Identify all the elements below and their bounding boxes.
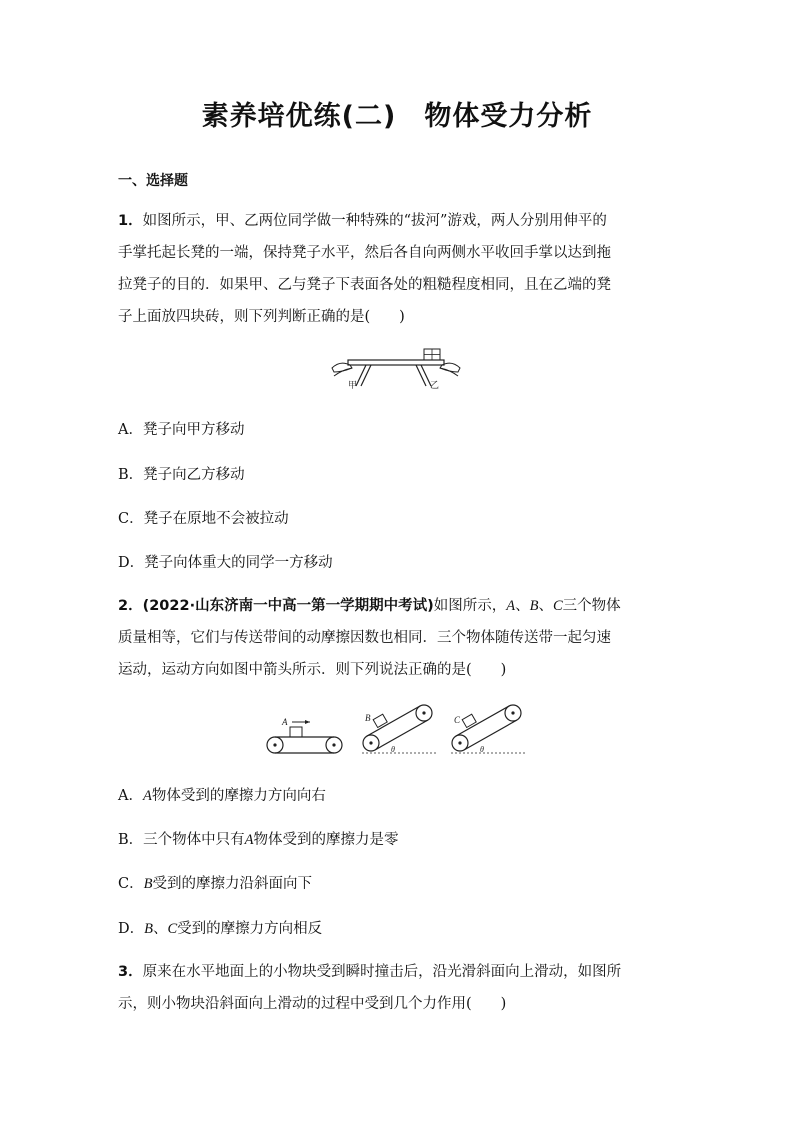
bench-label-yi: 乙 — [430, 381, 440, 391]
question-1-line-3: 拉凳子的目的．如果甲、乙与凳子下表面各处的粗糙程度相同，且在乙端的凳 — [118, 277, 611, 293]
question-3-line-2: 示，则小物块沿斜面向上滑动的过程中受到几个力作用( ) — [118, 996, 507, 1012]
title-main: 素养培优练(二) — [201, 101, 397, 132]
question-1 — [118, 205, 678, 333]
q1-option-d[interactable]: D．凳子向体重大的同学一方移动 — [118, 555, 333, 571]
q2-option-c[interactable]: C．B受到的摩擦力沿斜面向下 — [118, 876, 312, 892]
question-2-number: 2． — [118, 598, 143, 614]
title-topic: 物体受力分析 — [424, 101, 593, 132]
question-1-line-1: 1．如图所示，甲、乙两位同学做一种特殊的“拔河”游戏，两人分别用伸平的 — [118, 213, 607, 229]
question-1-line-4: 子上面放四块砖，则下列判断正确的是( ) — [118, 309, 405, 325]
section-heading: 一、选择题 — [118, 173, 188, 189]
question-1-number: 1． — [118, 213, 143, 229]
conveyor-figure — [258, 698, 530, 762]
conveyor-theta-b: θ — [391, 745, 395, 754]
conveyor-label-c: C — [454, 715, 461, 725]
question-2 — [118, 590, 678, 686]
q1-option-b[interactable]: B．凳子向乙方移动 — [118, 467, 245, 483]
question-2-line-1: 2．(2022·山东济南一中高一第一学期期中考试)如图所示，A、B、C三个物体 — [118, 598, 621, 614]
conveyor-label-b: B — [365, 713, 371, 723]
question-3-line-1: 3．原来在水平地面上的小物块受到瞬时撞击后，沿光滑斜面向上滑动，如图所 — [118, 964, 622, 980]
question-2-source: (2022·山东济南一中高一第一学期期中考试) — [142, 598, 434, 614]
question-2-line-3: 运动，运动方向如图中箭头所示．则下列说法正确的是( ) — [118, 662, 507, 678]
page-title — [0, 94, 794, 133]
q1-option-a[interactable]: A．凳子向甲方移动 — [118, 422, 245, 438]
bench-figure — [330, 346, 462, 392]
conveyor-theta-c: θ — [480, 745, 484, 754]
q2-option-a[interactable]: A．A物体受到的摩擦力方向向右 — [118, 788, 326, 804]
bench-label-jia: 甲 — [348, 381, 358, 391]
q1-option-c[interactable]: C．凳子在原地不会被拉动 — [118, 511, 289, 527]
question-2-line-2: 质量相等，它们与传送带间的动摩擦因数也相同．三个物体随传送带一起匀速 — [118, 630, 611, 646]
question-3-number: 3． — [118, 964, 143, 980]
q2-option-d[interactable]: D．B、C受到的摩擦力方向相反 — [118, 921, 323, 937]
question-1-line-2: 手掌托起长凳的一端，保持凳子水平，然后各自向两侧水平收回手掌以达到拖 — [118, 245, 611, 261]
conveyor-label-a: A — [282, 717, 288, 727]
question-3 — [118, 956, 678, 1020]
q2-option-b[interactable]: B．三个物体中只有A物体受到的摩擦力是零 — [118, 832, 399, 848]
